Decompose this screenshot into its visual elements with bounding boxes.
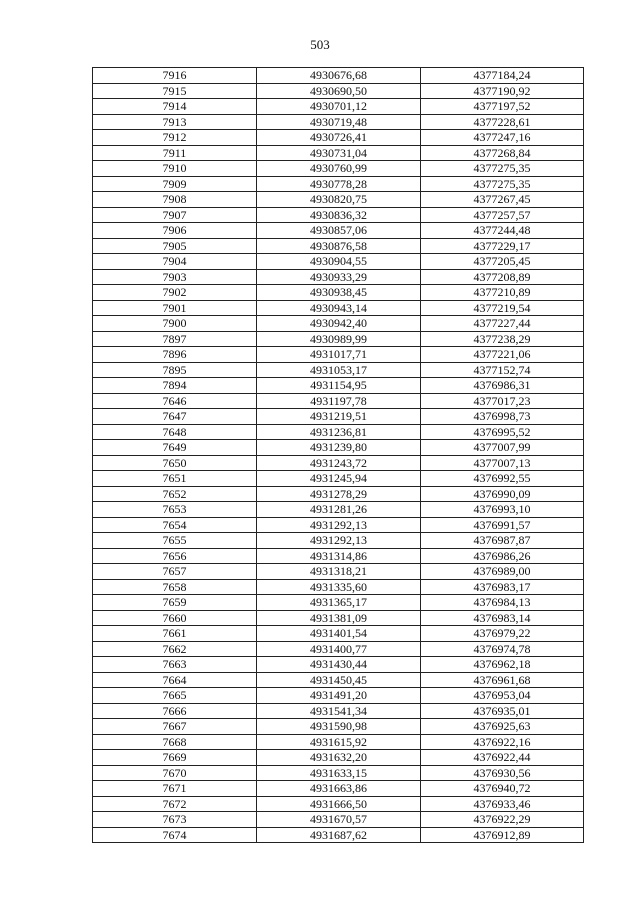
table-row (93, 502, 584, 518)
x-coordinate-cell: 4930676,68 (257, 68, 421, 84)
y-coordinate-cell: 4376986,31 (421, 378, 584, 394)
y-coordinate-cell: 4376983,17 (421, 579, 584, 595)
table-row (93, 409, 584, 425)
point-number-cell: 7667 (93, 719, 257, 735)
point-number-cell: 7646 (93, 393, 257, 409)
x-coordinate-cell: 4930836,32 (257, 207, 421, 223)
x-coordinate-cell: 4930938,45 (257, 285, 421, 301)
x-coordinate-cell: 4931239,80 (257, 440, 421, 456)
table-row (93, 796, 584, 812)
y-coordinate-cell: 4377205,45 (421, 254, 584, 270)
y-coordinate-cell: 4376940,72 (421, 781, 584, 797)
x-coordinate-cell: 4931236,81 (257, 424, 421, 440)
table-row (93, 99, 584, 115)
x-coordinate-cell: 4930778,28 (257, 176, 421, 192)
y-coordinate-cell: 4377184,24 (421, 68, 584, 84)
table-row (93, 83, 584, 99)
table-row (93, 533, 584, 549)
y-coordinate-cell: 4376990,09 (421, 486, 584, 502)
y-coordinate-cell: 4377197,52 (421, 99, 584, 115)
table-row (93, 657, 584, 673)
table-row (93, 455, 584, 471)
table-row (93, 703, 584, 719)
table-row (93, 238, 584, 254)
table-row (93, 68, 584, 84)
point-number-cell: 7916 (93, 68, 257, 84)
point-number-cell: 7912 (93, 130, 257, 146)
x-coordinate-cell: 4931278,29 (257, 486, 421, 502)
y-coordinate-cell: 4376979,22 (421, 626, 584, 642)
table-row (93, 269, 584, 285)
x-coordinate-cell: 4931401,54 (257, 626, 421, 642)
table-row (93, 192, 584, 208)
table-row (93, 610, 584, 626)
x-coordinate-cell: 4930690,50 (257, 83, 421, 99)
y-coordinate-cell: 4376991,57 (421, 517, 584, 533)
point-number-cell: 7666 (93, 703, 257, 719)
table-row (93, 207, 584, 223)
point-number-cell: 7897 (93, 331, 257, 347)
coordinates-table-body (93, 68, 584, 843)
y-coordinate-cell: 4377152,74 (421, 362, 584, 378)
x-coordinate-cell: 4931670,57 (257, 812, 421, 828)
point-number-cell: 7902 (93, 285, 257, 301)
point-number-cell: 7900 (93, 316, 257, 332)
y-coordinate-cell: 4377275,35 (421, 176, 584, 192)
y-coordinate-cell: 4377228,61 (421, 114, 584, 130)
table-row (93, 145, 584, 161)
x-coordinate-cell: 4931430,44 (257, 657, 421, 673)
x-coordinate-cell: 4930731,04 (257, 145, 421, 161)
table-row (93, 827, 584, 843)
point-number-cell: 7910 (93, 161, 257, 177)
point-number-cell: 7672 (93, 796, 257, 812)
x-coordinate-cell: 4931615,92 (257, 734, 421, 750)
y-coordinate-cell: 4376983,14 (421, 610, 584, 626)
point-number-cell: 7907 (93, 207, 257, 223)
y-coordinate-cell: 4377219,54 (421, 300, 584, 316)
table-row (93, 378, 584, 394)
point-number-cell: 7673 (93, 812, 257, 828)
point-number-cell: 7659 (93, 595, 257, 611)
y-coordinate-cell: 4377210,89 (421, 285, 584, 301)
table-row (93, 362, 584, 378)
table-row (93, 688, 584, 704)
point-number-cell: 7896 (93, 347, 257, 363)
y-coordinate-cell: 4377017,23 (421, 393, 584, 409)
point-number-cell: 7660 (93, 610, 257, 626)
table-row (93, 440, 584, 456)
y-coordinate-cell: 4377007,13 (421, 455, 584, 471)
y-coordinate-cell: 4377275,35 (421, 161, 584, 177)
point-number-cell: 7894 (93, 378, 257, 394)
point-number-cell: 7914 (93, 99, 257, 115)
table-row (93, 161, 584, 177)
x-coordinate-cell: 4930719,48 (257, 114, 421, 130)
table-row (93, 331, 584, 347)
y-coordinate-cell: 4377221,06 (421, 347, 584, 363)
x-coordinate-cell: 4931281,26 (257, 502, 421, 518)
point-number-cell: 7671 (93, 781, 257, 797)
point-number-cell: 7648 (93, 424, 257, 440)
y-coordinate-cell: 4377257,57 (421, 207, 584, 223)
x-coordinate-cell: 4931154,95 (257, 378, 421, 394)
y-coordinate-cell: 4376998,73 (421, 409, 584, 425)
y-coordinate-cell: 4377229,17 (421, 238, 584, 254)
x-coordinate-cell: 4931053,17 (257, 362, 421, 378)
y-coordinate-cell: 4376974,78 (421, 641, 584, 657)
point-number-cell: 7668 (93, 734, 257, 750)
y-coordinate-cell: 4376930,56 (421, 765, 584, 781)
y-coordinate-cell: 4376995,52 (421, 424, 584, 440)
point-number-cell: 7904 (93, 254, 257, 270)
y-coordinate-cell: 4376987,87 (421, 533, 584, 549)
y-coordinate-cell: 4376986,26 (421, 548, 584, 564)
x-coordinate-cell: 4931197,78 (257, 393, 421, 409)
table-row (93, 300, 584, 316)
y-coordinate-cell: 4377208,89 (421, 269, 584, 285)
x-coordinate-cell: 4931017,71 (257, 347, 421, 363)
x-coordinate-cell: 4931335,60 (257, 579, 421, 595)
y-coordinate-cell: 4377267,45 (421, 192, 584, 208)
y-coordinate-cell: 4376912,89 (421, 827, 584, 843)
y-coordinate-cell: 4376922,29 (421, 812, 584, 828)
table-row (93, 579, 584, 595)
x-coordinate-cell: 4931365,17 (257, 595, 421, 611)
y-coordinate-cell: 4376953,04 (421, 688, 584, 704)
x-coordinate-cell: 4931400,77 (257, 641, 421, 657)
point-number-cell: 7663 (93, 657, 257, 673)
page-number: 503 (310, 37, 330, 52)
x-coordinate-cell: 4931381,09 (257, 610, 421, 626)
point-number-cell: 7911 (93, 145, 257, 161)
point-number-cell: 7903 (93, 269, 257, 285)
x-coordinate-cell: 4931314,86 (257, 548, 421, 564)
table-row (93, 254, 584, 270)
y-coordinate-cell: 4377227,44 (421, 316, 584, 332)
y-coordinate-cell: 4376992,55 (421, 471, 584, 487)
point-number-cell: 7670 (93, 765, 257, 781)
point-number-cell: 7895 (93, 362, 257, 378)
point-number-cell: 7649 (93, 440, 257, 456)
table-row (93, 486, 584, 502)
x-coordinate-cell: 4930857,06 (257, 223, 421, 239)
point-number-cell: 7908 (93, 192, 257, 208)
y-coordinate-cell: 4376935,01 (421, 703, 584, 719)
table-row (93, 548, 584, 564)
y-coordinate-cell: 4376925,63 (421, 719, 584, 735)
x-coordinate-cell: 4931666,50 (257, 796, 421, 812)
x-coordinate-cell: 4930942,40 (257, 316, 421, 332)
point-number-cell: 7669 (93, 750, 257, 766)
x-coordinate-cell: 4931687,62 (257, 827, 421, 843)
x-coordinate-cell: 4930904,55 (257, 254, 421, 270)
x-coordinate-cell: 4930933,29 (257, 269, 421, 285)
table-row (93, 285, 584, 301)
point-number-cell: 7906 (93, 223, 257, 239)
table-row (93, 424, 584, 440)
x-coordinate-cell: 4931243,72 (257, 455, 421, 471)
x-coordinate-cell: 4931590,98 (257, 719, 421, 735)
table-row (93, 347, 584, 363)
point-number-cell: 7650 (93, 455, 257, 471)
table-row (93, 471, 584, 487)
x-coordinate-cell: 4930820,75 (257, 192, 421, 208)
x-coordinate-cell: 4931632,20 (257, 750, 421, 766)
point-number-cell: 7656 (93, 548, 257, 564)
y-coordinate-cell: 4377268,84 (421, 145, 584, 161)
x-coordinate-cell: 4931219,51 (257, 409, 421, 425)
table-row (93, 393, 584, 409)
y-coordinate-cell: 4377007,99 (421, 440, 584, 456)
point-number-cell: 7658 (93, 579, 257, 595)
table-row (93, 626, 584, 642)
y-coordinate-cell: 4376993,10 (421, 502, 584, 518)
x-coordinate-cell: 4930760,99 (257, 161, 421, 177)
table-row (93, 130, 584, 146)
x-coordinate-cell: 4931491,20 (257, 688, 421, 704)
y-coordinate-cell: 4377244,48 (421, 223, 584, 239)
x-coordinate-cell: 4931663,86 (257, 781, 421, 797)
point-number-cell: 7655 (93, 533, 257, 549)
table-row (93, 316, 584, 332)
point-number-cell: 7913 (93, 114, 257, 130)
table-row (93, 734, 584, 750)
y-coordinate-cell: 4376961,68 (421, 672, 584, 688)
point-number-cell: 7651 (93, 471, 257, 487)
y-coordinate-cell: 4376933,46 (421, 796, 584, 812)
table-row (93, 595, 584, 611)
table-row (93, 781, 584, 797)
point-number-cell: 7664 (93, 672, 257, 688)
x-coordinate-cell: 4930876,58 (257, 238, 421, 254)
point-number-cell: 7915 (93, 83, 257, 99)
table-row (93, 719, 584, 735)
point-number-cell: 7905 (93, 238, 257, 254)
x-coordinate-cell: 4931318,21 (257, 564, 421, 580)
point-number-cell: 7674 (93, 827, 257, 843)
y-coordinate-cell: 4377247,16 (421, 130, 584, 146)
table-row (93, 114, 584, 130)
coordinates-table (92, 67, 584, 843)
point-number-cell: 7901 (93, 300, 257, 316)
x-coordinate-cell: 4931450,45 (257, 672, 421, 688)
y-coordinate-cell: 4376962,18 (421, 657, 584, 673)
table-row (93, 223, 584, 239)
x-coordinate-cell: 4931541,34 (257, 703, 421, 719)
table-row (93, 672, 584, 688)
y-coordinate-cell: 4376922,16 (421, 734, 584, 750)
point-number-cell: 7654 (93, 517, 257, 533)
table-row (93, 517, 584, 533)
x-coordinate-cell: 4930701,12 (257, 99, 421, 115)
x-coordinate-cell: 4930989,99 (257, 331, 421, 347)
point-number-cell: 7662 (93, 641, 257, 657)
point-number-cell: 7665 (93, 688, 257, 704)
point-number-cell: 7661 (93, 626, 257, 642)
x-coordinate-cell: 4931633,15 (257, 765, 421, 781)
y-coordinate-cell: 4377190,92 (421, 83, 584, 99)
table-row (93, 564, 584, 580)
x-coordinate-cell: 4931292,13 (257, 517, 421, 533)
table-row (93, 812, 584, 828)
y-coordinate-cell: 4377238,29 (421, 331, 584, 347)
point-number-cell: 7652 (93, 486, 257, 502)
y-coordinate-cell: 4376989,00 (421, 564, 584, 580)
table-row (93, 750, 584, 766)
y-coordinate-cell: 4376922,44 (421, 750, 584, 766)
x-coordinate-cell: 4931292,13 (257, 533, 421, 549)
table-row (93, 765, 584, 781)
x-coordinate-cell: 4930943,14 (257, 300, 421, 316)
point-number-cell: 7909 (93, 176, 257, 192)
point-number-cell: 7657 (93, 564, 257, 580)
table-row (93, 641, 584, 657)
x-coordinate-cell: 4931245,94 (257, 471, 421, 487)
x-coordinate-cell: 4930726,41 (257, 130, 421, 146)
table-row (93, 176, 584, 192)
y-coordinate-cell: 4376984,13 (421, 595, 584, 611)
point-number-cell: 7653 (93, 502, 257, 518)
point-number-cell: 7647 (93, 409, 257, 425)
